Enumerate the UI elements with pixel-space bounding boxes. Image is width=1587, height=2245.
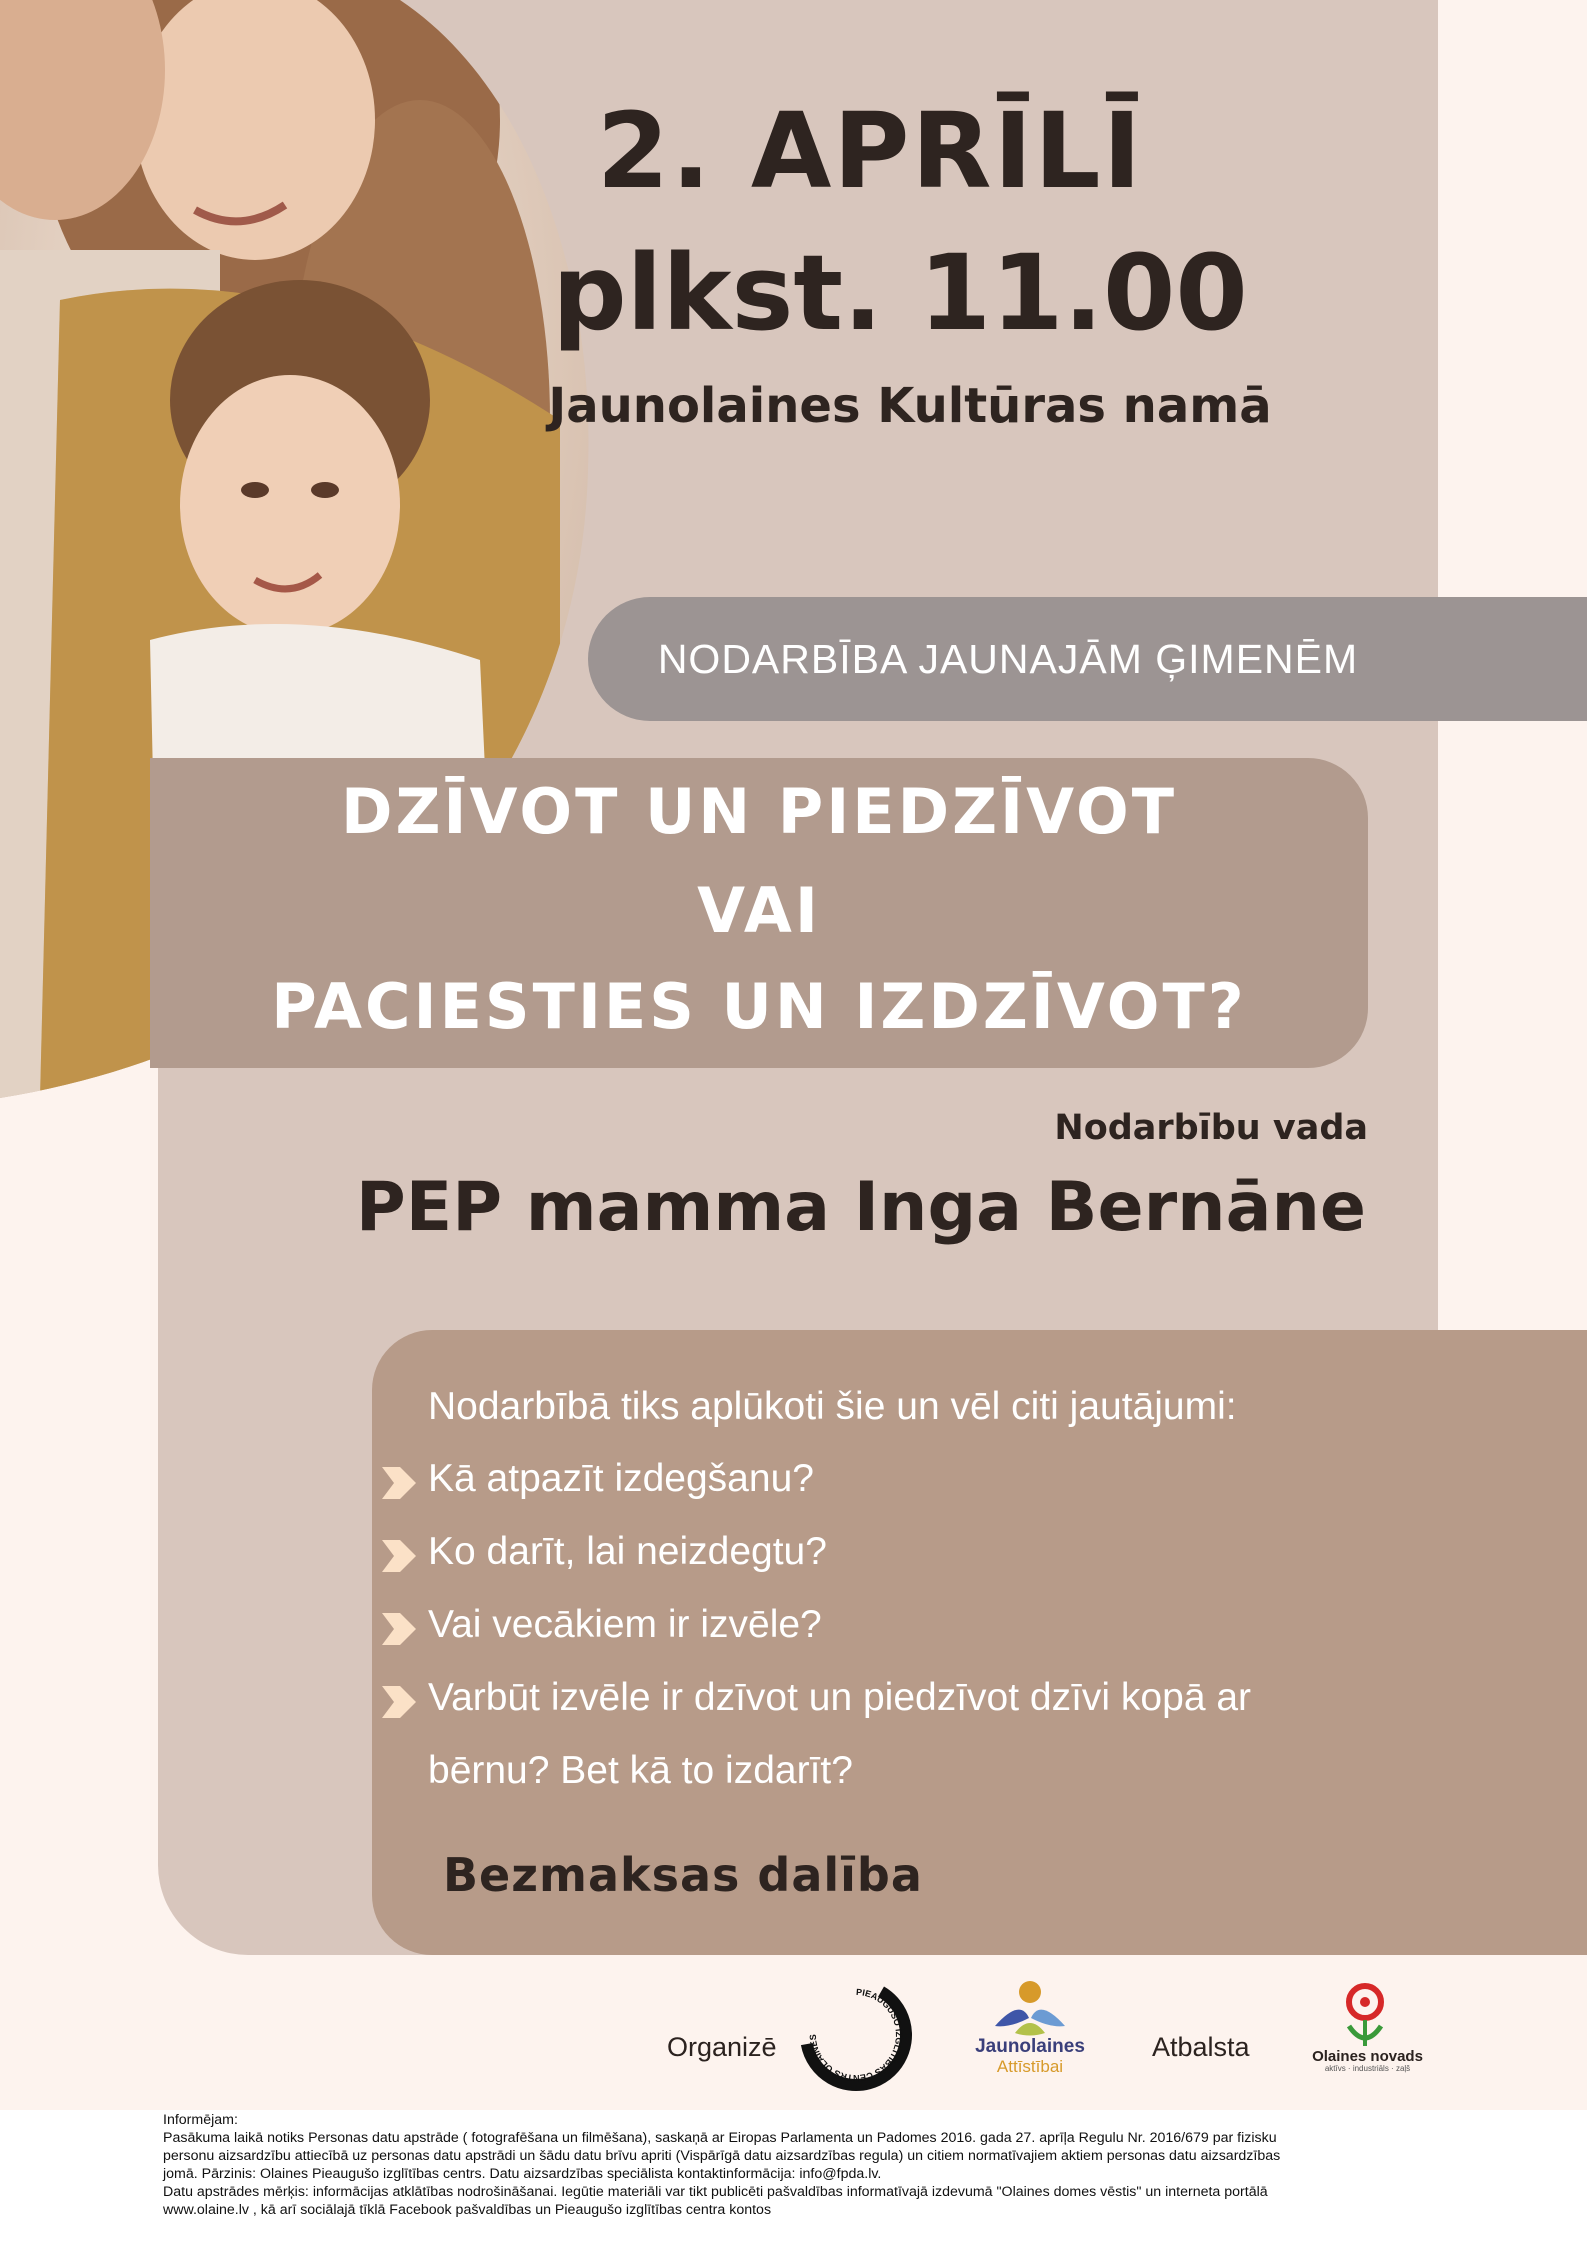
topic-item [380,1457,1380,1507]
support-label: Atbalsta [1152,2032,1250,2062]
olaines-novads-logo-name: Olaines novads [1312,2048,1423,2065]
jaunolaines-logo-name: Jaunolaines [975,2036,1085,2057]
organize-label: Organizē [667,2032,777,2062]
topic-item-continuation [380,1749,1380,1799]
topic-item [380,1676,1380,1726]
free-participation: Bezmaksas dalība [443,1848,923,1902]
event-venue: Jaunolaines Kultūras namā [548,378,1272,434]
olaines-novads-logo-icon [1335,1980,1395,2052]
footer-line: Datu apstrādes mērķis: informācijas atklātības nodrošināšanai. Iegūtie materiāli var tikt publicēti pašvaldības informatīvajā izdevumā "Olaines domes vēstis" un interneta portālā [163,2184,1268,2200]
title-line-3: PACIESTIES UN IZDZĪVOT? [271,970,1247,1043]
topic-item [380,1603,1380,1653]
chevron-bullet-icon [380,1684,418,1720]
olaines-novads-logo-slogan: aktīvs · industriāls · zaļš [1324,2064,1411,2073]
logo-ring-text: PIEAUGUŠO IZGLĪTĪBAS CENTRS OLAINES [807,1986,904,2084]
topic-item [380,1530,1380,1580]
topic-text: bērnu? Bet kā to izdarīt? [428,1749,853,1792]
chevron-bullet-icon [380,1465,418,1501]
footer-line: jomā. Pārzinis: Olaines Pieaugušo izglītības centrs. Datu aizsardzības speciālista kontaktinformācija: info@fpda.lv. [163,2166,882,2182]
event-time: plkst. 11.00 [552,232,1248,354]
footer-line: Informējam: [163,2112,238,2128]
jaunolaines-logo-sub: Attīstībai [996,2057,1064,2076]
topics-intro: Nodarbībā tiks aplūkoti šie un vēl citi jautājumi: [428,1385,1237,1428]
title-line-1: DZĪVOT UN PIEDZĪVOT [340,775,1178,848]
topic-text: Ko darīt, lai neizdegtu? [428,1530,827,1573]
event-date: 2. APRĪLĪ [596,90,1144,212]
chevron-bullet-icon [380,1611,418,1647]
olaines-education-centre-logo [797,1977,915,2092]
footer-line: Pasākuma laikā notiks Personas datu apstrāde ( fotografēšana un filmēšana), saskaņā ar Eiropas Parlamenta un Padomes 2016. gada 27. aprīļa Regulu Nr. 2016/679 par fizisku [163,2130,1277,2146]
chevron-bullet-icon [380,1538,418,1574]
footer-line: personu aizsardzību attiecībā uz personas datu apstrādi un šādu datu brīvu apriti (Vispārīgā datu aizsardzības regula) un citiem normatīvajiem aktiem personas datu aizsardzības [163,2148,1281,2164]
footer-line: www.olaine.lv , kā arī sociālajā tīklā Facebook pašvaldības un Pieaugušo izglītības centra kontos [163,2202,772,2218]
topic-text: Varbūt izvēle ir dzīvot un piedzīvot dzīvi kopā ar [428,1676,1252,1719]
leader-name: PEP mamma Inga Bernāne [355,1168,1366,1247]
leader-label: Nodarbību vada [1054,1108,1368,1148]
tag-label: NODARBĪBA JAUNAJĀM ĢIMENĒM [657,636,1359,682]
topic-text: Kā atpazīt izdegšanu? [428,1457,814,1500]
title-line-2: VAI [697,874,821,947]
topic-text: Vai vecākiem ir izvēle? [428,1603,822,1646]
